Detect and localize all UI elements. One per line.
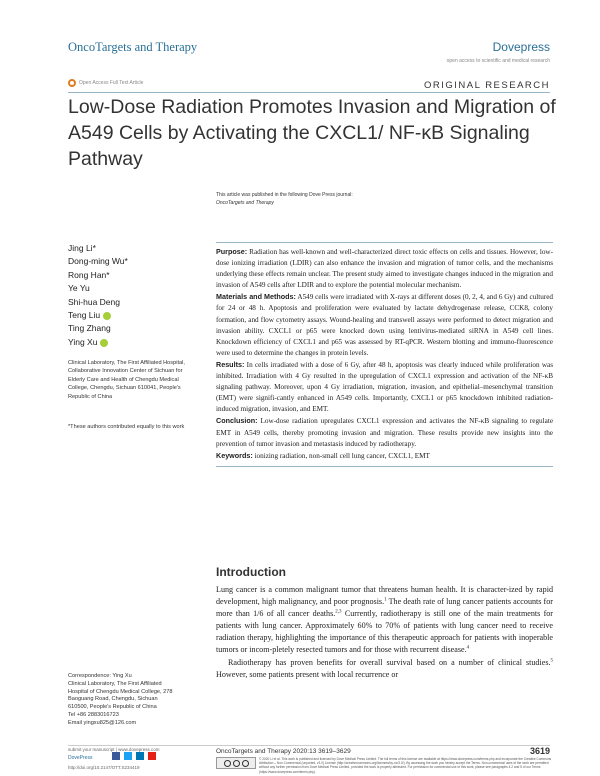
author-name: Ying Xu (68, 336, 98, 347)
publication-note (216, 191, 353, 207)
author-name: Teng Liu (68, 310, 101, 321)
citation-ref[interactable]: 1 (384, 597, 387, 603)
keywords-text: ionizing radiation, non-small cell lung cancer, CXCL1, EMT (254, 451, 430, 460)
author (68, 242, 128, 255)
journal-citation: OncoTargets and Therapy 2020:13 3619–3629 (216, 748, 351, 755)
intro-text: The death rate of lung cancer patients accounts for more than 1/6 of all cancer deaths. (216, 597, 553, 619)
abstract-keywords (216, 450, 553, 462)
publication-note-line1: This article was published in the following Dove Press journal: (216, 192, 353, 198)
keywords-label: Keywords: (216, 450, 253, 460)
abstract-purpose (216, 246, 553, 291)
correspondence-line: 610500, People's Republic of China (68, 704, 157, 711)
page-number: 3619 (529, 746, 550, 756)
author-name: Jing Li* (68, 243, 96, 253)
license-text: © 2020 Li et al. This work is published and licensed by Dove Medical Press Limited. The full terms of this license are available at https://www.dovepress.com/terms.php and incorporate the Creative Commons Attribution – Non Commercial (unported, v3.0) License (http://creativecommons.org/licenses/by-nc/3.0/). By accessing the work you hereby accept the Terms. Non-commercial uses of the work are permitted without any further permission from Dove Medical Press Limited, provided the work is properly attributed. For permission for commercial use of this work, please see paragraphs 4.2 and 5 of our Terms (https://www.dovepress.com/terms.php). (259, 757, 552, 774)
citation-ref[interactable]: 4 (466, 645, 470, 651)
methods-text: A549 cells were irradiated with X-rays at different doses (0, 2, 4, and 6 Gy) and cultured for 24 or 48 h. Apoptosis and proliferation were evaluated by lactate dehydrogenase release, CCK8, colony formation, and flow cytometry assays. Wound-healing and transwell assays were performed to detect migration and invasion ability. CXCL1 or p65 were knocked down using lentivirus-mediated siRNA in A549 cell lines. Knockdown efficiency of CXCL1 and p65 was assessed by RT-qPCR. Western blotting and immuno-fluorescence were used to determine the changes in protein levels. (216, 293, 553, 357)
intro-paragraph (216, 657, 553, 681)
open-access-badge (68, 79, 143, 87)
conclusion-text: Low-dose radiation upregulates CXCL1 expression and activates the NF-κB signaling to regulate EMT in A549 cells, thereby promoting invasion and migration. These results provide new insights into the prevention of tumor invasion and metastasis induced by radiotherapy. (216, 417, 554, 448)
intro-text: Radiotherapy has proven benefits for overall survival based on a number of clinical studies. (228, 657, 551, 667)
intro-paragraph (216, 584, 553, 657)
intro-text: Currently, radiotherapy is still one of the main treatments for patients with lung cancer. Approximately 60% to 70% of patients with lung cancer need to receive radiation therapy, highlighting the importance of this therapeutic approach for patients with inoperable tumors or incom-pletely resected tumors and for those with recurrent disease. (216, 609, 554, 655)
results-text: In cells irradiated with a dose of 6 Gy, after 48 h, apoptosis was clearly induced while proliferation was inhibited. Irradiation with 4 Gy resulted in the upregulation of CXCL1 expression and activation of the NF-κB signaling pathway. Moreover, upon 4 Gy irradiation, migration, invasion, and epithelial–mesenchymal transition (EMT) were signifi-cantly enhanced in A549 cells. Importantly, CXCL1 or p65 knockdown inhibited radiation-induced migration, invasion, and EMT. (216, 360, 554, 414)
publisher-logo[interactable]: Dovepress (492, 40, 550, 54)
nc-icon (242, 760, 249, 767)
abstract-results (216, 359, 553, 415)
correspondence-line: Correspondence: Ying Xu (68, 673, 132, 679)
correspondence-line: Clinical Laboratory, The First Affiliated (68, 680, 162, 687)
purpose-text: Radiation has well-known and well-characterized direct toxic effects on cells and tissues. However, low-dose ionizing irradiation (LDIR) can also enhance the invasion and migration of tumor cells, and the mechanisms underlying these effects remain unclear. The present study aimed to investigate changes induced in the migration and invasion of A549 cells after LDIR and to explore the potential molecular mechanism. (216, 248, 554, 290)
author-list (68, 242, 128, 349)
correspondence (68, 673, 208, 728)
purpose-label: Purpose: (216, 247, 248, 256)
publication-note-journal[interactable]: OncoTargets and Therapy (216, 200, 274, 206)
results-label: Results: (216, 359, 245, 369)
author (68, 336, 128, 349)
dovepress-logo[interactable]: DovePress (68, 755, 93, 761)
cc-icon (224, 760, 231, 767)
abstract-conclusion (216, 415, 553, 449)
orcid-icon[interactable] (103, 312, 111, 320)
author (68, 309, 128, 322)
intro-text: Lung cancer is a common malignant tumor that threatens human health. It is character-ized by rapid development, high malignancy, and poor prognosis. (216, 585, 553, 607)
header-divider (68, 92, 550, 93)
correspondence-line: Hospital of Chengdu Medical College, 278 (68, 688, 173, 695)
submit-manuscript-link[interactable]: submit your manuscript | www.dovepress.com (68, 747, 160, 752)
affiliation: Clinical Laboratory, The First Affiliated Hospital, Collaborative Innovation Center of Sichuan for Elderly Care and Health of Chengdu Medical College, Chengdu, Sichuan 610041, People's Republic of China (68, 360, 185, 400)
orcid-icon[interactable] (100, 339, 108, 347)
author-name: Ting Zhang (68, 323, 111, 334)
social-links (112, 752, 156, 760)
author (68, 269, 128, 282)
open-access-icon (68, 79, 76, 87)
author (68, 322, 128, 335)
journal-name[interactable]: OncoTargets and Therapy (68, 40, 198, 54)
by-icon (233, 760, 240, 767)
creative-commons-badge[interactable] (216, 757, 256, 769)
linkedin-icon[interactable] (136, 752, 144, 760)
author (68, 282, 128, 295)
author-name: Ye Yu (68, 283, 90, 294)
citation-ref[interactable]: 2,3 (335, 609, 342, 615)
author-name: Dong-ming Wu* (68, 256, 128, 267)
methods-label: Materials and Methods: (216, 292, 296, 302)
correspondence-line: Tel +86 2883016723 (68, 711, 119, 718)
abstract (216, 242, 553, 467)
article-type: ORIGINAL RESEARCH (424, 80, 550, 91)
author (68, 255, 128, 268)
twitter-icon[interactable] (124, 752, 132, 760)
correspondence-line: Baoguang Road, Chengdu, Sichuan (68, 696, 158, 703)
intro-text: However, some patients present with local recurrence or (216, 669, 399, 679)
author-name: Rong Han* (68, 269, 110, 280)
author (68, 296, 128, 309)
author-note: *These authors contributed equally to this work (68, 424, 185, 430)
introduction-body (216, 584, 553, 681)
doi-link[interactable]: http://doi.org/10.2147/OTT.S234419 (68, 765, 140, 770)
author-name: Shi-hua Deng (68, 296, 120, 307)
youtube-icon[interactable] (148, 752, 156, 760)
correspondence-email[interactable]: Email yingxu825@126.com (68, 719, 137, 726)
open-access-label: Open Access Full Text Article (79, 80, 144, 86)
article-title: Low-Dose Radiation Promotes Invasion and Migration of A549 Cells by Activating the CXCL1/ NF-κB Signaling Pathway (68, 96, 556, 170)
citation-ref[interactable]: 5 (550, 657, 553, 663)
section-heading: Introduction (216, 565, 286, 579)
facebook-icon[interactable] (112, 752, 120, 760)
conclusion-label: Conclusion: (216, 416, 258, 426)
footer-divider (68, 745, 550, 746)
abstract-methods (216, 291, 553, 359)
publisher-tagline: open access to scientific and medical research (446, 58, 550, 64)
